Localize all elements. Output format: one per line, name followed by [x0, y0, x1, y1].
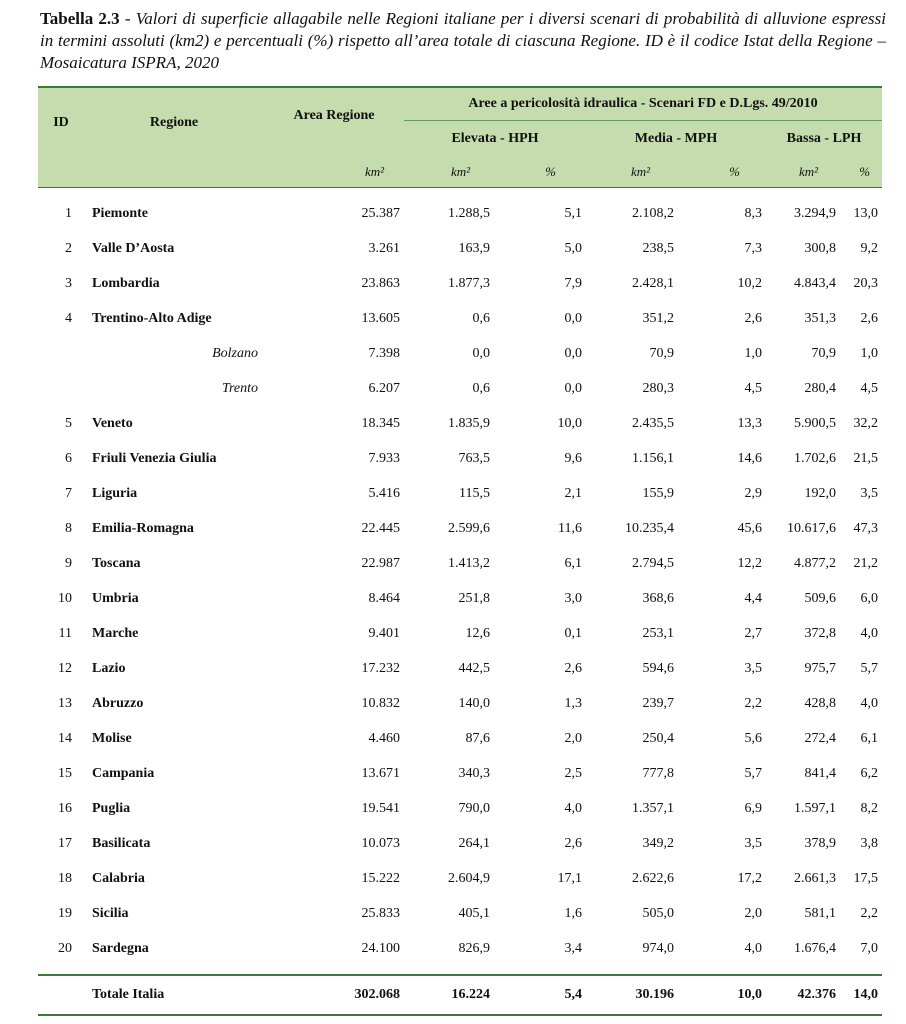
row-hph-km: 115,5	[459, 485, 490, 501]
row-mph-pct: 7,3	[744, 240, 762, 256]
row-lph-km: 1.702,6	[794, 450, 836, 466]
row-mph-pct: 5,7	[744, 765, 762, 781]
table-row	[38, 861, 882, 896]
row-mph-km: 2.622,6	[632, 870, 674, 886]
header-regione: Regione	[149, 114, 199, 130]
row-lph-pct: 8,2	[860, 800, 879, 816]
row-lph-pct: 2,2	[860, 905, 879, 921]
row-mph-pct: 12,2	[737, 555, 762, 571]
header-id: ID	[53, 114, 69, 130]
row-id: 19	[58, 905, 72, 921]
header-group: Aree a pericolosità idraulica - Scenari FD e D.Lgs. 49/2010	[404, 87, 882, 121]
row-mph-pct: 10,2	[737, 275, 762, 291]
row-hph-pct: 3,0	[564, 590, 582, 606]
unit-hph-pct: %	[545, 164, 556, 179]
total-hph-km: 16.224	[404, 975, 494, 1015]
table-row	[38, 581, 882, 616]
row-hph-pct: 0,0	[564, 380, 582, 396]
row-mph-km: 1.357,1	[632, 800, 674, 816]
header-bassa: Bassa - LPH	[786, 131, 862, 146]
row-id: 1	[65, 205, 72, 221]
row-mph-km: 155,9	[642, 485, 674, 501]
row-area: 4.460	[368, 730, 400, 746]
row-area: 9.401	[368, 625, 400, 641]
row-lph-pct: 5,7	[860, 660, 879, 676]
row-region-name: Sicilia	[92, 905, 129, 921]
row-lph-pct: 4,0	[860, 695, 879, 711]
row-lph-pct: 4,5	[860, 380, 879, 396]
row-id: 7	[65, 485, 72, 501]
row-mph-pct: 3,5	[744, 835, 762, 851]
row-region-name: Calabria	[92, 870, 145, 886]
row-region-name: Trentino-Alto Adige	[92, 310, 212, 326]
row-lph-km: 378,9	[804, 835, 836, 851]
row-area: 7.398	[368, 345, 400, 361]
row-mph-km: 505,0	[642, 905, 674, 921]
row-region-name: Puglia	[92, 800, 131, 816]
row-area: 19.541	[361, 800, 400, 816]
row-lph-km: 372,8	[804, 625, 836, 641]
row-area: 22.987	[361, 555, 400, 571]
row-region-name: Lombardia	[92, 275, 160, 291]
row-hph-km: 163,9	[458, 240, 490, 256]
row-mph-km: 2.794,5	[632, 555, 674, 571]
header-area: Area Regione	[293, 108, 375, 123]
flood-area-table	[38, 86, 882, 1016]
row-mph-pct: 17,2	[737, 870, 762, 886]
header-elevata: Elevata - HPH	[451, 131, 539, 146]
row-mph-pct: 6,9	[744, 800, 762, 816]
row-lph-pct: 9,2	[860, 240, 879, 256]
row-region-name: Umbria	[92, 590, 139, 606]
row-id: 16	[58, 800, 72, 816]
row-region-name: Sardegna	[92, 940, 149, 956]
row-area: 6.207	[368, 380, 400, 396]
table-row	[38, 721, 882, 756]
table-row	[38, 511, 882, 546]
row-id: 2	[65, 240, 72, 256]
row-hph-km: 87,6	[465, 730, 490, 746]
row-mph-km: 777,8	[642, 765, 674, 781]
total-row	[38, 975, 882, 1015]
row-mph-km: 594,6	[642, 660, 674, 676]
row-hph-pct: 2,6	[564, 660, 582, 676]
unit-lph-pct: %	[859, 164, 871, 179]
row-mph-km: 349,2	[642, 835, 674, 851]
row-lph-km: 272,4	[804, 730, 836, 746]
table-row	[38, 616, 882, 651]
table-body	[38, 188, 882, 976]
row-region-name: Piemonte	[92, 205, 148, 221]
row-hph-km: 405,1	[458, 905, 490, 921]
row-id: 12	[58, 660, 72, 676]
row-region-name: Abruzzo	[92, 695, 144, 711]
row-id: 9	[65, 555, 72, 571]
row-id: 8	[65, 520, 72, 536]
caption-label: Tabella 2.3	[40, 9, 120, 28]
row-hph-km: 1.288,5	[448, 205, 490, 221]
unit-hph-km: km²	[450, 164, 470, 179]
row-area: 25.833	[361, 905, 400, 921]
row-mph-km: 2.108,2	[632, 205, 674, 221]
row-mph-pct: 2,7	[744, 625, 762, 641]
row-mph-pct: 4,4	[744, 590, 762, 606]
row-hph-km: 12,6	[465, 625, 490, 641]
row-lph-pct: 6,2	[860, 765, 879, 781]
row-area: 10.073	[361, 835, 400, 851]
row-lph-km: 192,0	[804, 485, 836, 501]
row-lph-km: 3.294,9	[794, 205, 836, 221]
unit-lph-km: km²	[798, 164, 818, 179]
row-hph-pct: 3,4	[564, 940, 582, 956]
row-mph-km: 2.435,5	[632, 415, 674, 431]
row-lph-km: 280,4	[804, 380, 836, 396]
row-id: 5	[65, 415, 72, 431]
row-lph-pct: 32,2	[853, 415, 879, 431]
row-lph-pct: 13,0	[853, 205, 879, 221]
row-mph-pct: 4,5	[744, 380, 762, 396]
table-row	[38, 406, 882, 441]
row-lph-km: 841,4	[804, 765, 836, 781]
row-id: 20	[58, 940, 72, 956]
row-mph-km: 253,1	[642, 625, 674, 641]
total-lph-pct: 14,0	[840, 975, 882, 1015]
row-hph-km: 2.599,6	[448, 520, 490, 536]
row-area: 7.933	[368, 450, 400, 466]
row-hph-km: 251,8	[458, 590, 490, 606]
row-lph-km: 4.877,2	[794, 555, 836, 571]
row-hph-km: 2.604,9	[448, 870, 490, 886]
row-lph-km: 428,8	[804, 695, 836, 711]
row-hph-km: 140,0	[458, 695, 490, 711]
row-area: 24.100	[361, 940, 400, 956]
row-region-name: Veneto	[92, 415, 133, 431]
row-lph-pct: 47,3	[853, 520, 879, 536]
row-id: 6	[65, 450, 72, 466]
row-mph-pct: 4,0	[744, 940, 762, 956]
table-row	[38, 196, 882, 231]
row-lph-pct: 17,5	[853, 870, 879, 886]
row-id: 4	[65, 310, 72, 326]
row-region-name: Valle D’Aosta	[92, 240, 175, 256]
row-hph-pct: 4,0	[564, 800, 582, 816]
table-row	[38, 546, 882, 581]
row-lph-pct: 2,6	[860, 310, 879, 326]
table-row	[38, 651, 882, 686]
row-id: 15	[58, 765, 72, 781]
row-area: 15.222	[361, 870, 400, 886]
row-region-name: Liguria	[92, 485, 138, 501]
unit-area-km: km²	[364, 164, 384, 179]
row-mph-km: 351,2	[642, 310, 674, 326]
total-label: Totale Italia	[84, 975, 264, 1015]
row-hph-pct: 2,0	[564, 730, 582, 746]
table-row	[38, 791, 882, 826]
row-region-name: Emilia-Romagna	[92, 520, 194, 536]
row-region-name: Friuli Venezia Giulia	[92, 450, 217, 466]
row-lph-km: 581,1	[804, 905, 836, 921]
row-lph-km: 2.661,3	[794, 870, 836, 886]
total-mph-km: 30.196	[586, 975, 678, 1015]
row-lph-km: 509,6	[804, 590, 836, 606]
row-mph-pct: 3,5	[744, 660, 762, 676]
row-hph-km: 340,3	[458, 765, 490, 781]
row-region-name: Lazio	[92, 660, 126, 676]
row-hph-km: 0,6	[472, 310, 490, 326]
row-mph-km: 238,5	[642, 240, 674, 256]
row-mph-pct: 5,6	[744, 730, 762, 746]
row-hph-pct: 17,1	[557, 870, 582, 886]
row-mph-km: 70,9	[649, 345, 674, 361]
row-hph-pct: 11,6	[558, 520, 582, 536]
table-row	[38, 336, 882, 371]
row-mph-pct: 13,3	[737, 415, 762, 431]
row-lph-pct: 1,0	[860, 345, 879, 361]
unit-mph-pct: %	[729, 164, 740, 179]
row-hph-pct: 6,1	[564, 555, 582, 571]
table-row	[38, 301, 882, 336]
row-mph-km: 368,6	[642, 590, 674, 606]
row-hph-km: 790,0	[458, 800, 490, 816]
row-lph-km: 70,9	[811, 345, 836, 361]
row-lph-pct: 3,5	[860, 485, 879, 501]
row-hph-pct: 0,1	[564, 625, 582, 641]
row-hph-pct: 5,1	[564, 205, 582, 221]
row-lph-km: 5.900,5	[794, 415, 836, 431]
row-hph-km: 1.413,2	[448, 555, 490, 571]
row-hph-pct: 1,6	[564, 905, 582, 921]
row-mph-km: 250,4	[642, 730, 674, 746]
row-hph-pct: 2,1	[564, 485, 582, 501]
total-mph-pct: 10,0	[678, 975, 766, 1015]
row-mph-pct: 1,0	[744, 345, 762, 361]
row-mph-pct: 2,2	[744, 695, 762, 711]
row-hph-pct: 7,9	[564, 275, 582, 291]
row-lph-pct: 21,5	[853, 450, 879, 466]
row-hph-km: 0,6	[472, 380, 490, 396]
table-row	[38, 371, 882, 406]
row-region-name: Toscana	[92, 555, 141, 571]
table-row	[38, 441, 882, 476]
row-area: 17.232	[361, 660, 400, 676]
caption-text: - Valori di superficie allagabile nelle Regioni italiane per i diversi scenari di probabilità di alluvione espressi in termini assoluti (km2) e percentuali (%) rispetto all’area totale di ciascuna Regione. ID è il codice Istat della Regione – Mosaicatura ISPRA, 2020	[40, 9, 886, 72]
table-row	[38, 266, 882, 301]
row-id: 18	[58, 870, 72, 886]
table-row	[38, 931, 882, 966]
row-mph-km: 280,3	[642, 380, 674, 396]
row-area: 23.863	[361, 275, 400, 291]
row-region-name: Basilicata	[92, 835, 151, 851]
table-row	[38, 686, 882, 721]
row-area: 3.261	[368, 240, 400, 256]
row-region-name: Bolzano	[212, 345, 258, 361]
row-lph-pct: 20,3	[853, 275, 879, 291]
row-area: 10.832	[361, 695, 400, 711]
row-hph-km: 264,1	[458, 835, 490, 851]
row-mph-pct: 2,9	[744, 485, 762, 501]
row-lph-km: 300,8	[804, 240, 836, 256]
row-hph-pct: 2,6	[564, 835, 582, 851]
row-id: 3	[65, 275, 72, 291]
row-region-name: Trento	[221, 380, 258, 396]
total-lph-km: 42.376	[766, 975, 840, 1015]
header-media: Media - MPH	[634, 131, 718, 146]
row-hph-km: 826,9	[458, 940, 490, 956]
row-lph-km: 1.676,4	[794, 940, 836, 956]
row-mph-pct: 45,6	[737, 520, 762, 536]
table-row	[38, 896, 882, 931]
row-lph-km: 351,3	[804, 310, 836, 326]
row-hph-pct: 0,0	[564, 310, 582, 326]
row-region-name: Marche	[92, 625, 139, 641]
row-hph-pct: 9,6	[564, 450, 582, 466]
row-area: 8.464	[368, 590, 400, 606]
row-mph-km: 10.235,4	[625, 520, 674, 536]
row-mph-km: 1.156,1	[632, 450, 674, 466]
row-id: 10	[58, 590, 72, 606]
row-region-name: Campania	[92, 765, 155, 781]
row-id	[38, 371, 84, 406]
row-hph-pct: 10,0	[557, 415, 582, 431]
row-hph-km: 0,0	[472, 345, 490, 361]
row-hph-km: 1.877,3	[448, 275, 490, 291]
row-lph-km: 975,7	[804, 660, 836, 676]
row-hph-km: 763,5	[458, 450, 490, 466]
table-caption	[40, 8, 886, 74]
row-mph-pct: 2,0	[744, 905, 762, 921]
row-area: 5.416	[368, 485, 400, 501]
row-lph-pct: 4,0	[860, 625, 879, 641]
row-area: 25.387	[361, 205, 400, 221]
row-area: 18.345	[361, 415, 400, 431]
row-hph-pct: 1,3	[564, 695, 582, 711]
row-hph-km: 1.835,9	[448, 415, 490, 431]
row-hph-km: 442,5	[458, 660, 490, 676]
row-area: 22.445	[361, 520, 400, 536]
total-hph-pct: 5,4	[494, 975, 586, 1015]
row-mph-pct: 8,3	[744, 205, 762, 221]
unit-mph-km: km²	[630, 164, 650, 179]
row-lph-pct: 7,0	[860, 940, 879, 956]
row-id: 14	[58, 730, 72, 746]
row-area: 13.605	[361, 310, 400, 326]
row-lph-km: 1.597,1	[794, 800, 836, 816]
row-mph-pct: 14,6	[737, 450, 762, 466]
row-lph-pct: 21,2	[853, 555, 879, 571]
row-hph-pct: 5,0	[564, 240, 582, 256]
row-mph-km: 2.428,1	[632, 275, 674, 291]
row-mph-pct: 2,6	[744, 310, 762, 326]
table-row	[38, 476, 882, 511]
row-hph-pct: 2,5	[564, 765, 582, 781]
row-lph-pct: 3,8	[860, 835, 879, 851]
row-id: 17	[58, 835, 72, 851]
row-lph-km: 4.843,4	[794, 275, 836, 291]
table-header	[38, 87, 882, 188]
total-area: 302.068	[264, 975, 404, 1015]
row-region-name: Molise	[92, 730, 132, 746]
row-hph-pct: 0,0	[564, 345, 582, 361]
row-lph-pct: 6,1	[860, 730, 879, 746]
row-lph-pct: 6,0	[860, 590, 879, 606]
row-lph-km: 10.617,6	[787, 520, 836, 536]
row-id: 13	[58, 695, 72, 711]
row-id: 11	[58, 625, 72, 641]
data-table-container	[38, 86, 882, 1016]
table-row	[38, 231, 882, 266]
table-row	[38, 826, 882, 861]
table-row	[38, 756, 882, 791]
row-mph-km: 239,7	[642, 695, 674, 711]
row-id	[38, 336, 84, 371]
row-mph-km: 974,0	[642, 940, 674, 956]
row-area: 13.671	[361, 765, 400, 781]
